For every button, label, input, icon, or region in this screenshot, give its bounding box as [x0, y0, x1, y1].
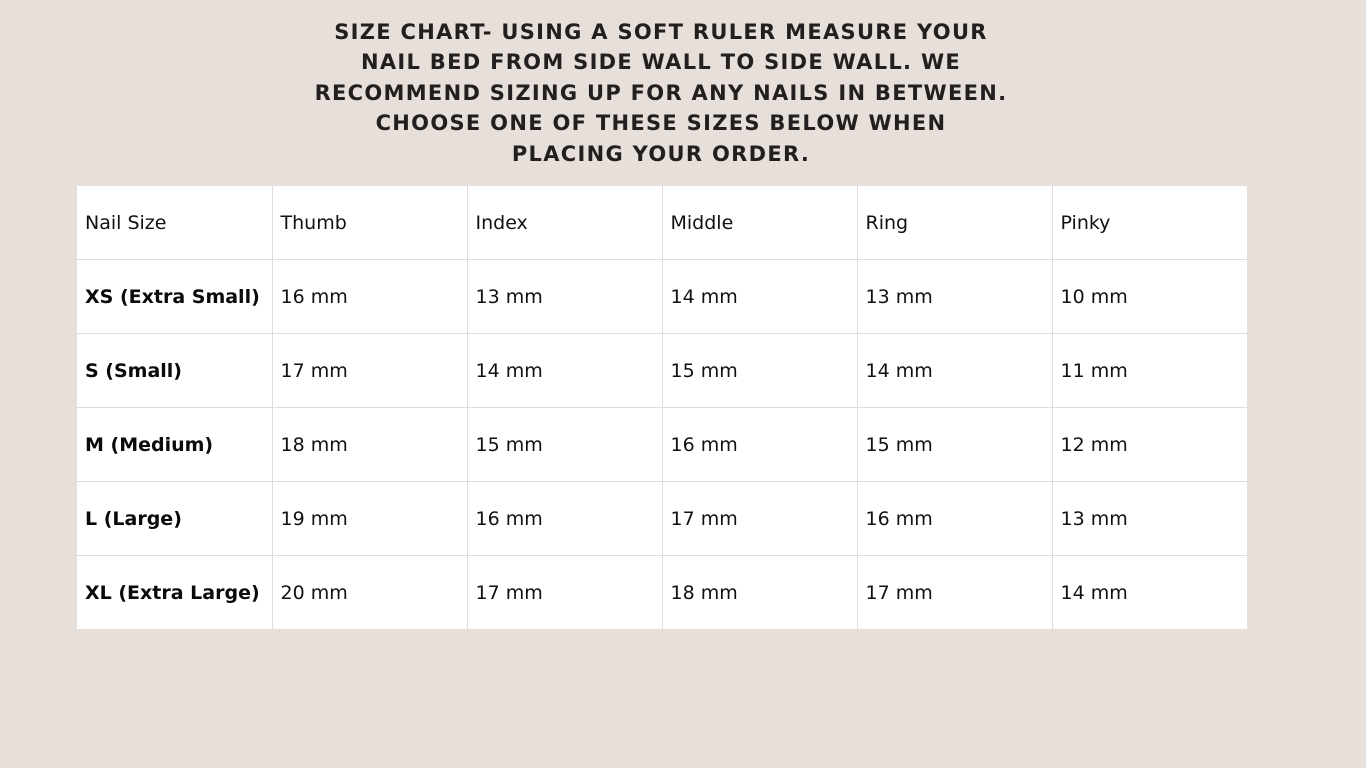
table-cell: 16 mm [272, 260, 467, 334]
table-cell: 16 mm [857, 482, 1052, 556]
row-label: S (Small) [77, 334, 272, 408]
size-chart-heading [300, 17, 1022, 169]
table-cell: 13 mm [857, 260, 1052, 334]
table-cell: 14 mm [857, 334, 1052, 408]
table-row [77, 260, 1247, 334]
header-cell-pinky: Pinky [1052, 186, 1247, 260]
row-label: M (Medium) [77, 408, 272, 482]
table-cell: 17 mm [662, 482, 857, 556]
header-cell-ring: Ring [857, 186, 1052, 260]
table-header-row [77, 186, 1247, 260]
table-cell: 15 mm [857, 408, 1052, 482]
table-cell: 12 mm [1052, 408, 1247, 482]
heading-line: CHOOSE ONE OF THESE SIZES BELOW WHEN [375, 111, 947, 136]
table-cell: 17 mm [467, 556, 662, 630]
table-cell: 15 mm [662, 334, 857, 408]
table-cell: 18 mm [272, 408, 467, 482]
table-cell: 14 mm [662, 260, 857, 334]
header-cell-index: Index [467, 186, 662, 260]
row-label: XS (Extra Small) [77, 260, 272, 334]
nail-size-table [77, 186, 1247, 629]
table-cell: 10 mm [1052, 260, 1247, 334]
table-cell: 19 mm [272, 482, 467, 556]
heading-line: PLACING YOUR ORDER. [511, 141, 811, 166]
table-row [77, 408, 1247, 482]
table-row [77, 556, 1247, 630]
table-row [77, 482, 1247, 556]
heading-line: RECOMMEND SIZING UP FOR ANY NAILS IN BETWEEN. [314, 80, 1008, 105]
row-label: L (Large) [77, 482, 272, 556]
table-row [77, 334, 1247, 408]
header-cell-middle: Middle [662, 186, 857, 260]
header-cell-thumb: Thumb [272, 186, 467, 260]
table-cell: 14 mm [1052, 556, 1247, 630]
table-cell: 17 mm [857, 556, 1052, 630]
row-label: XL (Extra Large) [77, 556, 272, 630]
header-cell-nail-size: Nail Size [77, 186, 272, 260]
table-cell: 11 mm [1052, 334, 1247, 408]
table-cell: 14 mm [467, 334, 662, 408]
table-cell: 18 mm [662, 556, 857, 630]
table-cell: 13 mm [467, 260, 662, 334]
table-cell: 13 mm [1052, 482, 1247, 556]
table-cell: 20 mm [272, 556, 467, 630]
heading-line: SIZE CHART- USING A SOFT RULER MEASURE YOUR [334, 20, 988, 44]
table-cell: 15 mm [467, 408, 662, 482]
table-cell: 16 mm [662, 408, 857, 482]
table-cell: 16 mm [467, 482, 662, 556]
table-cell: 17 mm [272, 334, 467, 408]
heading-line: NAIL BED FROM SIDE WALL TO SIDE WALL. WE [360, 50, 962, 75]
